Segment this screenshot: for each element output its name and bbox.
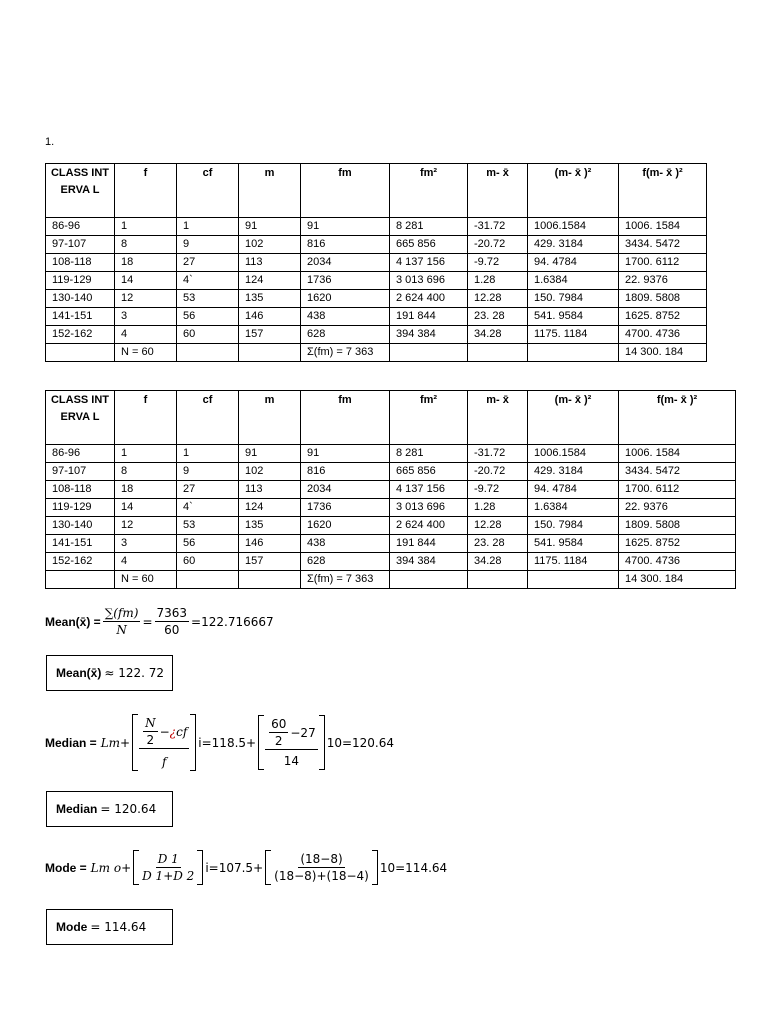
median-result-box: Median = 120.64 [46,791,173,827]
totals-cell: Σ(fm) = 7 363 [301,344,390,362]
mode-result: 10=114.64 [379,860,448,875]
mean-label: Mean(x̄) = [45,614,101,629]
table-cell: -9.72 [468,481,528,499]
column-header: f(m- x̄ )² [619,164,707,218]
table-cell: 53 [177,517,239,535]
column-header: f(m- x̄ )² [619,391,736,445]
table-cell: 191 844 [390,535,468,553]
table-cell: 94. 4784 [528,481,619,499]
table-cell: 1006. 1584 [619,218,707,236]
table-row [46,481,736,499]
table-cell: 22. 9376 [619,499,736,517]
table-cell: 141-151 [46,535,115,553]
table-cell: 12.28 [468,517,528,535]
mean-result-box: Mean(x̄) ≈ 122. 72 [46,655,173,691]
table-cell: 135 [239,517,301,535]
column-header: CLASS INTERVA L [46,391,115,445]
table-cell: 1006.1584 [528,445,619,463]
table-cell: 94. 4784 [528,254,619,272]
totals-cell [390,344,468,362]
table-cell: 108-118 [46,481,115,499]
table-row [46,499,736,517]
table-cell: 541. 9584 [528,535,619,553]
table-cell: 113 [239,481,301,499]
table-cell: 124 [239,272,301,290]
table-cell: 130-140 [46,290,115,308]
table-cell: 34.28 [468,553,528,571]
table-cell: 8 [115,236,177,254]
table-cell: 438 [301,535,390,553]
column-header: fm² [390,391,468,445]
table-cell: 3 [115,535,177,553]
totals-cell [528,344,619,362]
table-row [46,553,736,571]
table-cell: -31.72 [468,445,528,463]
table-cell: -31.72 [468,218,528,236]
table-cell: 27 [177,481,239,499]
totals-row [46,571,736,589]
table-row [46,445,736,463]
table-cell: 394 384 [390,553,468,571]
column-header: f [115,164,177,218]
totals-cell: Σ(fm) = 7 363 [301,571,390,589]
table-cell: 135 [239,290,301,308]
table-cell: 18 [115,254,177,272]
table-cell: 97-107 [46,463,115,481]
table-cell: 14 [115,499,177,517]
table-cell: 4700. 4736 [619,553,736,571]
column-header: fm [301,391,390,445]
table-cell: 541. 9584 [528,308,619,326]
table-cell: 150. 7984 [528,517,619,535]
table-row [46,517,736,535]
table-cell: 1.6384 [528,499,619,517]
table-cell: 102 [239,463,301,481]
table-cell: 91 [239,445,301,463]
table-cell: 1 [115,445,177,463]
table-cell: 97-107 [46,236,115,254]
totals-cell [390,571,468,589]
mode-label: Mode = [45,860,87,875]
totals-cell [528,571,619,589]
totals-cell: N = 60 [115,571,177,589]
totals-cell [177,571,239,589]
totals-cell [46,571,115,589]
table-cell: 91 [301,445,390,463]
table-cell: 113 [239,254,301,272]
table-cell: 628 [301,553,390,571]
table-cell: 14 [115,272,177,290]
table-row [46,218,707,236]
table-cell: 9 [177,463,239,481]
table-cell: 56 [177,308,239,326]
table-cell: 34.28 [468,326,528,344]
median-label: Median = [45,735,97,750]
totals-cell [239,344,301,362]
column-header: m- x̄ [468,164,528,218]
table-cell: 146 [239,308,301,326]
table-cell: 1.28 [468,272,528,290]
column-header: fm [301,164,390,218]
table-cell: 12.28 [468,290,528,308]
table-row [46,326,707,344]
table-header-row [46,391,736,445]
table-cell: 8 281 [390,218,468,236]
table-row [46,463,736,481]
table-cell: 4 137 156 [390,481,468,499]
column-header: m [239,391,301,445]
table-cell: 665 856 [390,463,468,481]
totals-cell [239,571,301,589]
table-cell: 4` [177,499,239,517]
frequency-table-1 [45,163,707,362]
table-cell: 628 [301,326,390,344]
table-cell: 1700. 6112 [619,254,707,272]
table-cell: 56 [177,535,239,553]
column-header: (m- x̄ )² [528,164,619,218]
table-cell: 86-96 [46,218,115,236]
table-cell: 1 [177,445,239,463]
table-cell: 429. 3184 [528,236,619,254]
totals-cell [46,344,115,362]
table-row [46,272,707,290]
table-cell: 8 281 [390,445,468,463]
column-header: fm² [390,164,468,218]
mode-formula: Mode = Lm o + $\frac{D 1}{D 1+D 2}$ i=107.5 + $\frac{(18-8)}{(18-8)+(18-4)}$ 10=114.64 [45,852,448,883]
table-cell: 60 [177,326,239,344]
column-header: cf [177,391,239,445]
mean-formula: Mean(x̄) = $\frac{\sum(fm)}{N}$ = $\frac{7363}{60}$ =122.716667 [45,606,274,637]
median-formula: Median = Lm + $\frac{N}{2}$ − ¿ cf f i=118.5 + $\frac{60}{2}$ −27 14 10=120.64 [45,716,395,769]
totals-cell: 14 300. 184 [619,571,736,589]
column-header: (m- x̄ )² [528,391,619,445]
table-cell: 1175. 1184 [528,553,619,571]
table-cell: 23. 28 [468,308,528,326]
mean-result: =122.716667 [191,614,274,629]
table-cell: 3434. 5472 [619,236,707,254]
table-cell: 1 [115,218,177,236]
table-cell: 12 [115,517,177,535]
table-cell: 27 [177,254,239,272]
table-cell: 60 [177,553,239,571]
totals-cell [177,344,239,362]
totals-cell [468,344,528,362]
table-cell: 3 013 696 [390,499,468,517]
table-cell: 1.28 [468,499,528,517]
table-cell: 152-162 [46,553,115,571]
table-cell: 130-140 [46,517,115,535]
table-cell: 4 [115,553,177,571]
table-cell: 12 [115,290,177,308]
table-cell: 4 137 156 [390,254,468,272]
table-cell: 1006. 1584 [619,445,736,463]
column-header: f [115,391,177,445]
item-number: 1. [45,136,55,148]
table-cell: -20.72 [468,236,528,254]
mean-fraction: $\frac{\sum(fm)}{N}$ [104,606,139,637]
table-cell: 816 [301,463,390,481]
table-cell: 124 [239,499,301,517]
table-cell: 2034 [301,481,390,499]
table-cell: 1736 [301,499,390,517]
table-cell: 1175. 1184 [528,326,619,344]
table-cell: 1.6384 [528,272,619,290]
table-cell: 3434. 5472 [619,463,736,481]
table-cell: 1620 [301,517,390,535]
median-result: 10=120.64 [326,735,395,750]
table-cell: 394 384 [390,326,468,344]
table-cell: 53 [177,290,239,308]
table-row [46,236,707,254]
table-cell: 9 [177,236,239,254]
table-cell: 4 [115,326,177,344]
table-cell: -9.72 [468,254,528,272]
table-cell: 119-129 [46,499,115,517]
table-cell: 141-151 [46,308,115,326]
table-cell: 1006.1584 [528,218,619,236]
table-cell: -20.72 [468,463,528,481]
table-cell: 1809. 5808 [619,517,736,535]
table-cell: 157 [239,553,301,571]
table-cell: 2034 [301,254,390,272]
table-cell: 86-96 [46,445,115,463]
table-cell: 146 [239,535,301,553]
table-cell: 4700. 4736 [619,326,707,344]
table-cell: 429. 3184 [528,463,619,481]
table-cell: 150. 7984 [528,290,619,308]
totals-cell: N = 60 [115,344,177,362]
table-cell: 3 013 696 [390,272,468,290]
table-cell: 665 856 [390,236,468,254]
table-cell: 108-118 [46,254,115,272]
table-cell: 157 [239,326,301,344]
table-row [46,535,736,553]
table-cell: 18 [115,481,177,499]
mode-result-box: Mode = 114.64 [46,909,173,945]
totals-cell [468,571,528,589]
table-cell: 1625. 8752 [619,308,707,326]
table-cell: 8 [115,463,177,481]
table-cell: 119-129 [46,272,115,290]
column-header: CLASS INTERVA L [46,164,115,218]
totals-cell: 14 300. 184 [619,344,707,362]
table-cell: 22. 9376 [619,272,707,290]
table-cell: 152-162 [46,326,115,344]
table-cell: 3 [115,308,177,326]
table-cell: 102 [239,236,301,254]
table-header-row [46,164,707,218]
table-row [46,308,707,326]
table-cell: 1620 [301,290,390,308]
table-row [46,254,707,272]
frequency-table-2 [45,390,736,589]
table-cell: 2 624 400 [390,517,468,535]
table-cell: 191 844 [390,308,468,326]
table-cell: 23. 28 [468,535,528,553]
column-header: m [239,164,301,218]
table-cell: 2 624 400 [390,290,468,308]
table-cell: 4` [177,272,239,290]
column-header: cf [177,164,239,218]
table-cell: 1625. 8752 [619,535,736,553]
table-cell: 1700. 6112 [619,481,736,499]
table-cell: 438 [301,308,390,326]
table-cell: 1 [177,218,239,236]
table-cell: 1809. 5808 [619,290,707,308]
table-row [46,290,707,308]
table-cell: 1736 [301,272,390,290]
table-cell: 91 [301,218,390,236]
totals-row [46,344,707,362]
table-cell: 816 [301,236,390,254]
table-cell: 91 [239,218,301,236]
column-header: m- x̄ [468,391,528,445]
